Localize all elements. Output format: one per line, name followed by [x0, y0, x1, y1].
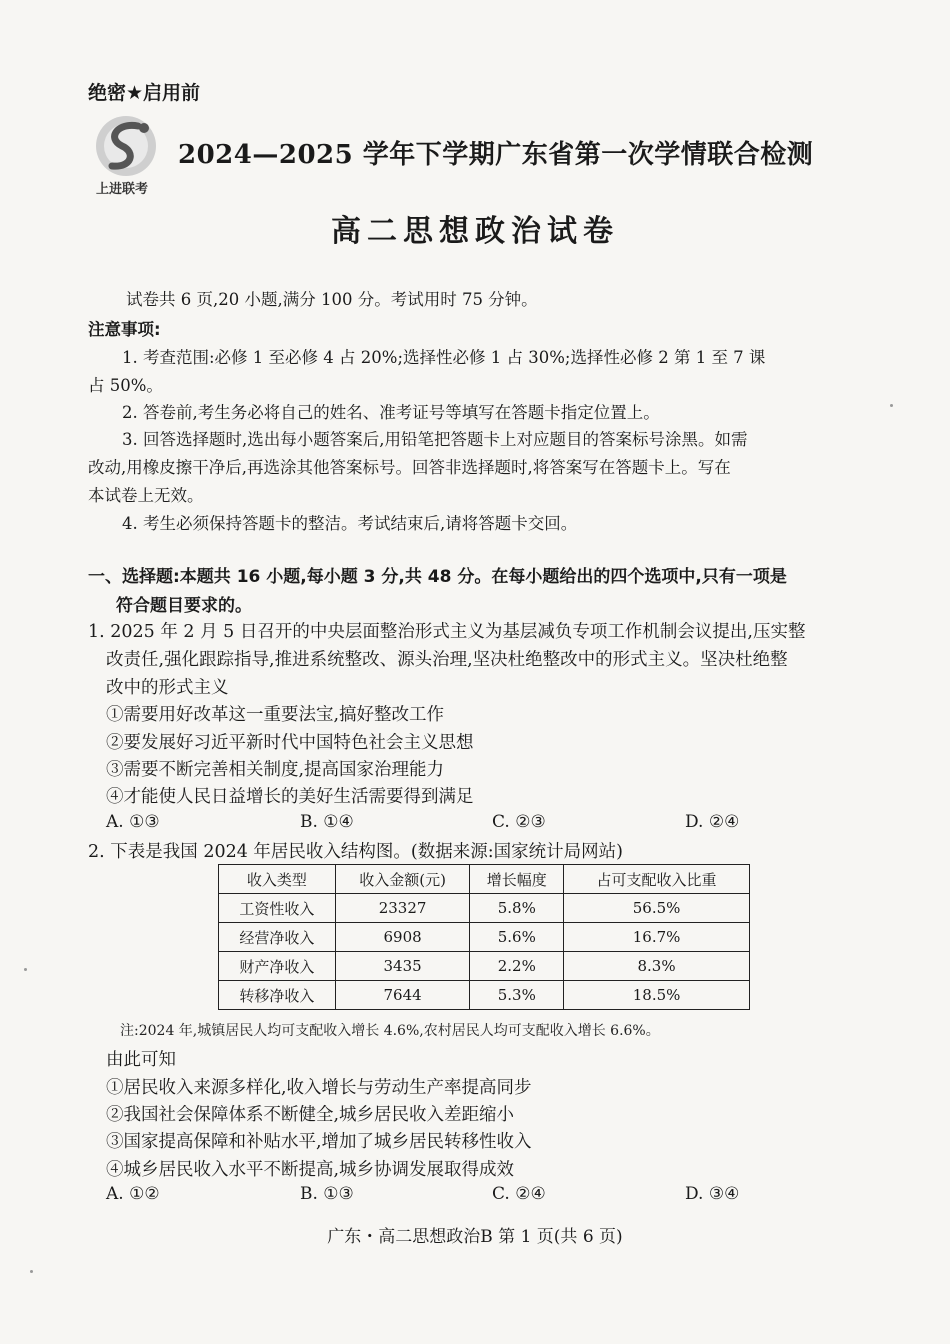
secret-label: 绝密★启用前 — [88, 82, 201, 104]
q2-statement: ①居民收入来源多样化,收入增长与劳动生产率提高同步 — [106, 1078, 532, 1098]
q2-statement: ④城乡居民收入水平不断提高,城乡协调发展取得成效 — [106, 1160, 515, 1180]
table-cell: 2.2% — [470, 952, 564, 981]
section-heading: 一、选择题:本题共 16 小题,每小题 3 分,共 48 分。在每小题给出的四个选项中,只有一项是 — [88, 567, 787, 587]
scan-speck — [30, 1270, 33, 1273]
table-cell: 转移净收入 — [219, 981, 336, 1010]
q2-statement: ②我国社会保障体系不断健全,城乡居民收入差距缩小 — [106, 1105, 515, 1125]
q1-option-c[interactable]: C. ②③ — [492, 812, 546, 832]
table-cell: 经营净收入 — [219, 923, 336, 952]
q1-statement: ③需要不断完善相关制度,提高国家治理能力 — [106, 760, 445, 780]
note-line: 4. 考生必须保持答题卡的整洁。考试结束后,请将答题卡交回。 — [122, 514, 578, 533]
table-cell: 工资性收入 — [219, 894, 336, 923]
table-row — [219, 923, 750, 952]
page-footer: 广东・高二思想政治B 第 1 页(共 6 页) — [327, 1227, 623, 1247]
paper-title: 高二思想政治试卷 — [331, 214, 619, 249]
q1-statement: ①需要用好改革这一重要法宝,搞好整改工作 — [106, 705, 445, 725]
intro-text: 试卷共 6 页,20 小题,满分 100 分。考试用时 75 分钟。 — [126, 290, 538, 309]
table-row — [219, 894, 750, 923]
section-heading-cont: 符合题目要求的。 — [116, 596, 252, 616]
table-cell: 23327 — [335, 894, 470, 923]
note-line: 改动,用橡皮擦干净后,再选涂其他答案标号。回答非选择题时,将答案写在答题卡上。写在 — [88, 458, 731, 477]
q2-lead: 由此可知 — [106, 1050, 176, 1070]
table-header-row — [219, 865, 750, 894]
q1-option-a[interactable]: A. ①③ — [106, 812, 160, 832]
scan-speck — [890, 404, 893, 407]
table-cell: 财产净收入 — [219, 952, 336, 981]
note-line: 本试卷上无效。 — [88, 486, 204, 505]
table-cell: 5.8% — [470, 894, 564, 923]
q2-option-a[interactable]: A. ①② — [106, 1184, 160, 1204]
table-cell: 8.3% — [564, 952, 750, 981]
table-header-cell: 收入类型 — [219, 865, 336, 894]
table-cell: 56.5% — [564, 894, 750, 923]
q1-stem: 改中的形式主义 — [106, 678, 229, 698]
exam-title: 2024—2025 学年下学期广东省第一次学情联合检测 — [178, 140, 814, 170]
notes-heading: 注意事项: — [88, 320, 161, 339]
table-cell: 6908 — [335, 923, 470, 952]
q2-stem: 2. 下表是我国 2024 年居民收入结构图。(数据来源:国家统计局网站) — [88, 842, 623, 862]
note-line: 占 50%。 — [88, 376, 163, 395]
table-note: 注:2024 年,城镇居民人均可支配收入增长 4.6%,农村居民人均可支配收入增长 6.6%。 — [120, 1023, 660, 1039]
q2-option-c[interactable]: C. ②④ — [492, 1184, 546, 1204]
q2-option-d[interactable]: D. ③④ — [685, 1184, 740, 1204]
table-cell: 5.6% — [470, 923, 564, 952]
scan-speck — [24, 968, 27, 971]
table-cell: 3435 — [335, 952, 470, 981]
table-row — [219, 952, 750, 981]
income-table — [218, 864, 750, 1010]
logo-text: 上进联考 — [96, 182, 149, 197]
q1-statement: ④才能使人民日益增长的美好生活需要得到满足 — [106, 787, 474, 807]
table-cell: 16.7% — [564, 923, 750, 952]
table-header-cell: 占可支配收入比重 — [564, 865, 750, 894]
q1-stem: 改责任,强化跟踪指导,推进系统整改、源头治理,坚决杜绝整改中的形式主义。坚决杜绝整 — [106, 650, 788, 670]
table-cell: 18.5% — [564, 981, 750, 1010]
note-line: 1. 考查范围:必修 1 至必修 4 占 20%;选择性必修 1 占 30%;选择性必修 2 第 1 至 7 课 — [122, 348, 766, 367]
q1-statement: ②要发展好习近平新时代中国特色社会主义思想 — [106, 733, 474, 753]
table-header-cell: 收入金额(元) — [335, 865, 470, 894]
note-line: 3. 回答选择题时,选出每小题答案后,用铅笔把答题卡上对应题目的答案标号涂黑。如需 — [122, 430, 748, 449]
note-line: 2. 答卷前,考生务必将自己的姓名、准考证号等填写在答题卡指定位置上。 — [122, 403, 660, 422]
q2-statement: ③国家提高保障和补贴水平,增加了城乡居民转移性收入 — [106, 1132, 532, 1152]
table-cell: 5.3% — [470, 981, 564, 1010]
q1-stem: 1. 2025 年 2 月 5 日召开的中央层面整治形式主义为基层减负专项工作机制会议提出,压实整 — [88, 622, 806, 642]
table-cell: 7644 — [335, 981, 470, 1010]
table-row — [219, 981, 750, 1010]
q1-option-b[interactable]: B. ①④ — [300, 812, 354, 832]
table-header-cell: 增长幅度 — [470, 865, 564, 894]
q1-option-d[interactable]: D. ②④ — [685, 812, 740, 832]
q2-option-b[interactable]: B. ①③ — [300, 1184, 354, 1204]
